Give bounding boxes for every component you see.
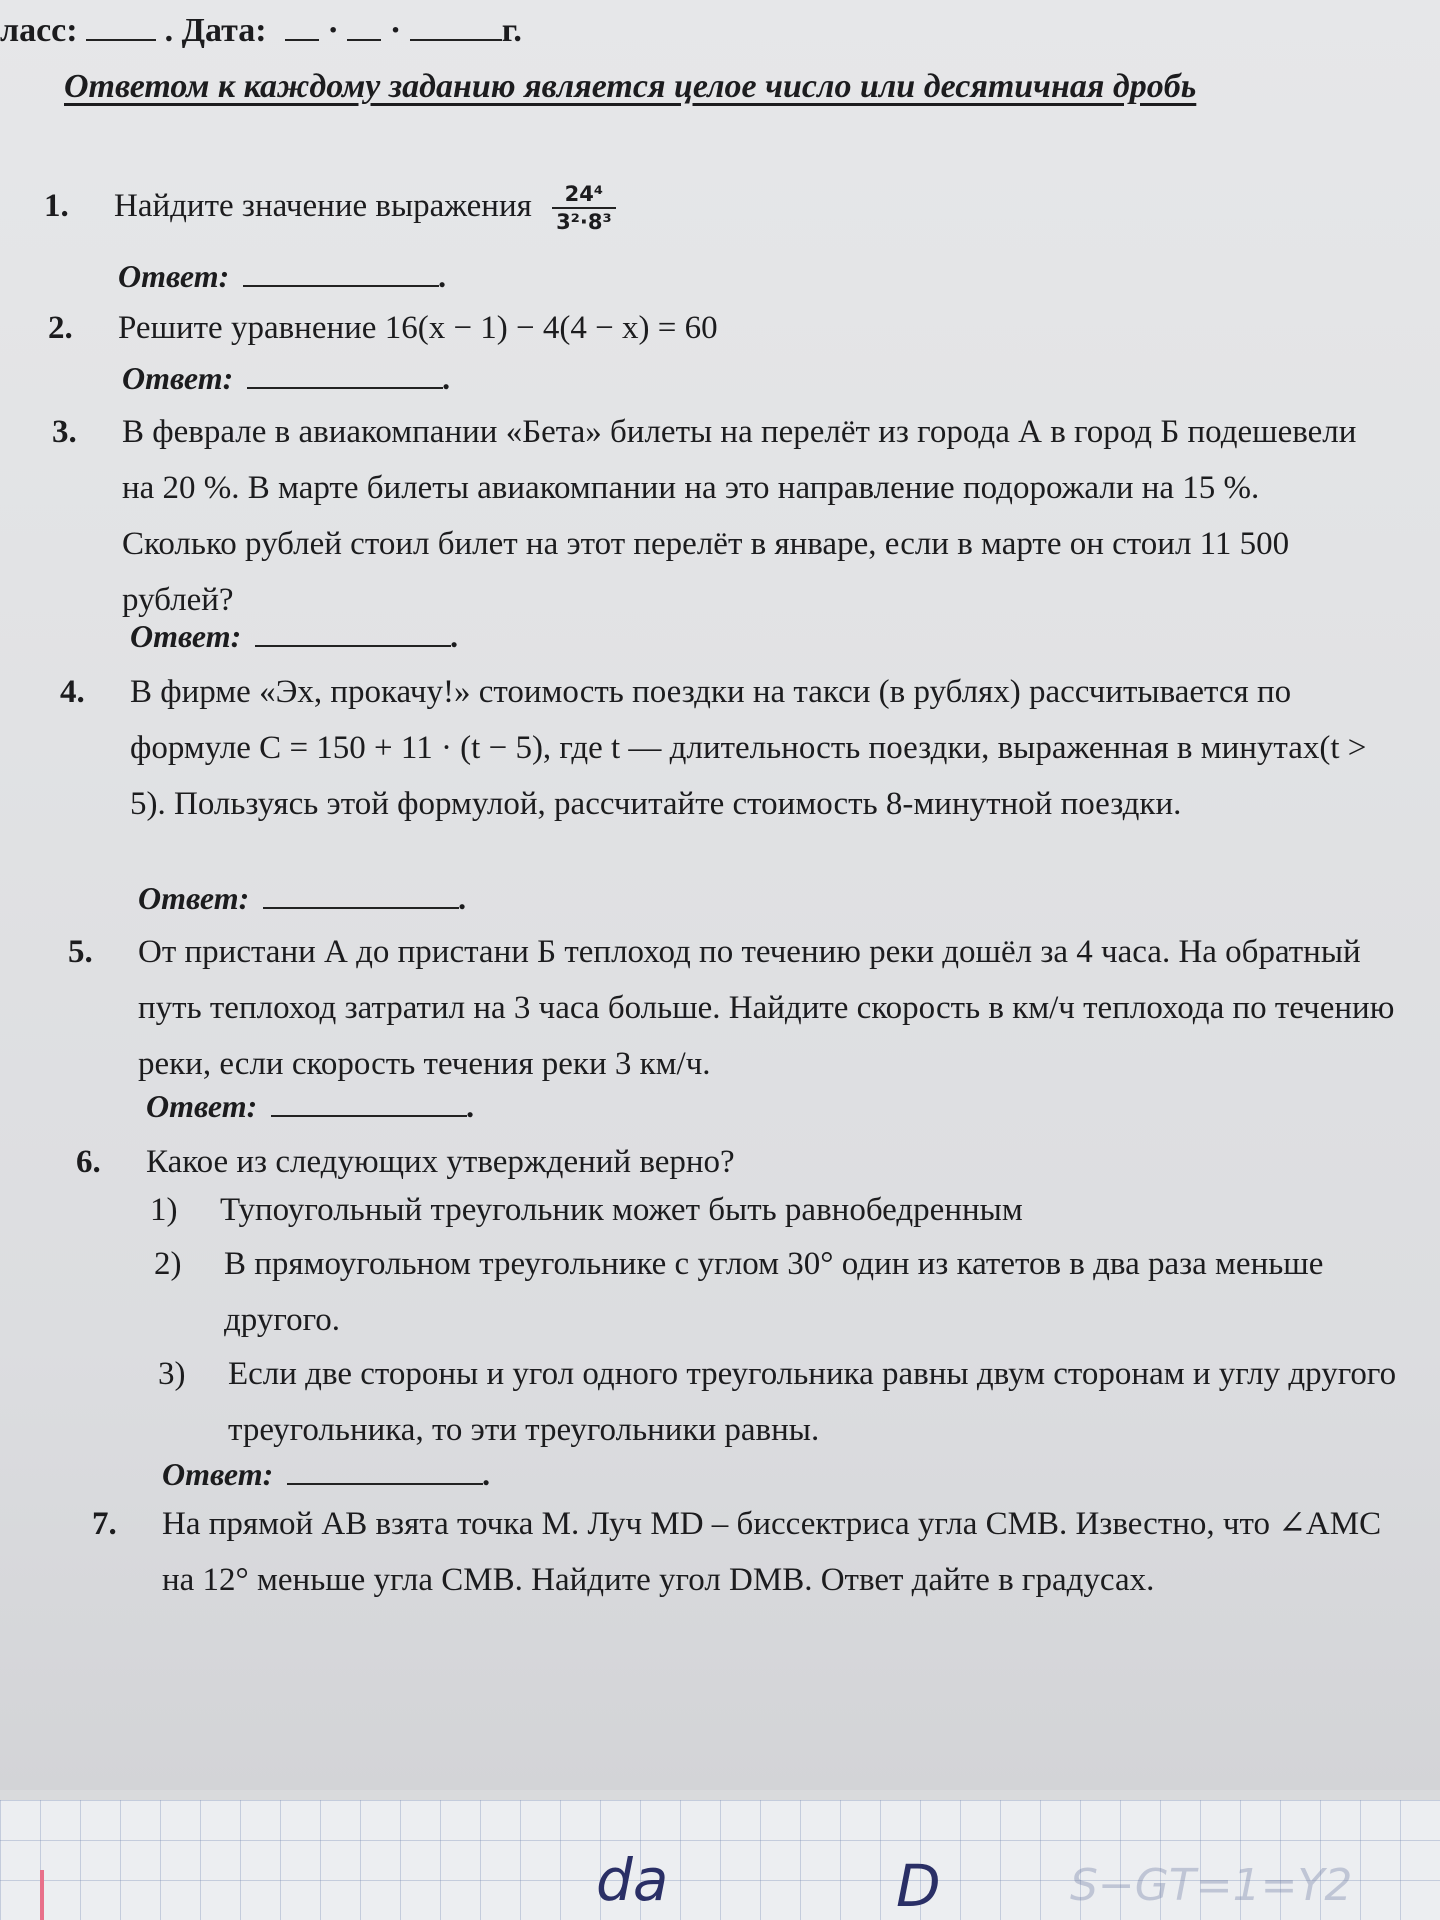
task-1 [44,178,1364,235]
task-number: 6. [76,1144,101,1180]
option-number: 2) [154,1246,182,1282]
option-text: В прямоугольном треугольнике с углом 30° один из катетов в два раза меньше другого. [224,1246,1324,1338]
task-text: В фирме «Эх, прокачу!» стоимость поездки на такси (в рублях) рассчитывается по формуле C = 150 + 11 · (t − 5), где t — длительность поездки, выраженная в минутах(t > 5). Пользуясь этой формулой, рассчитайте стоимость 8-минутной поездки. [130,674,1367,822]
answer-line[interactable] [263,881,459,909]
task-number: 5. [68,934,93,970]
answer-line[interactable] [287,1457,483,1485]
answer-field-3[interactable]: Ответ: . [130,618,460,654]
year-suffix: г. [501,12,522,49]
fraction [552,181,616,235]
task-text: Решите уравнение 16(x − 1) − 4(4 − x) = 60 [118,310,718,346]
month-blank [347,15,381,41]
task-text: Найдите значение выражения [114,188,532,224]
answer-label: Ответ: [118,258,230,294]
year-blank [410,15,502,41]
task-2 [48,300,1368,356]
fraction-numerator: 24⁴ [552,181,616,209]
class-label: ласс: [0,12,78,49]
class-blank [86,15,156,41]
handwriting-2: D [896,1852,941,1920]
task-7 [92,1496,1392,1608]
date-label: . Дата: [164,12,267,49]
answer-line[interactable] [271,1089,467,1117]
answer-line[interactable] [247,361,443,389]
task-number: 1. [44,188,69,224]
task-number: 4. [60,674,85,710]
header: ласс: . Дата: · · г. [0,12,522,49]
task-text: В феврале в авиакомпании «Бета» билеты на перелёт из города А в город Б подешевели на 20 %. В марте билеты авиакомпании на это направление подорожали на 15 %. Сколько рублей стоил билет на этот перелёт в январе, если в марте он стоил 11 500 рублей? [122,414,1357,618]
fraction-denominator: 3²·8³ [556,210,612,235]
answer-label: Ответ: [122,360,234,396]
answer-field-2[interactable]: Ответ: . [122,360,452,396]
task-text: Какое из следующих утверждений верно? [146,1144,735,1180]
handwriting-3: S−GT=1=Y2 [1070,1860,1353,1911]
option-1 [150,1182,1390,1238]
answer-line[interactable] [255,619,451,647]
task-number: 7. [92,1506,117,1542]
task-text: От пристани А до пристани Б теплоход по течению реки дошёл за 4 часа. На обратный путь теплоход затратил на 3 часа больше. Найдите скорость в км/ч теплохода по течению реки, если скорость течения реки 3 км/ч. [138,934,1395,1082]
answer-label: Ответ: [146,1088,258,1124]
answer-label: Ответ: [162,1456,274,1492]
task-number: 3. [52,414,77,450]
day-blank [285,15,319,41]
answer-label: Ответ: [138,880,250,916]
handwriting-1: da [596,1846,669,1914]
option-text: Тупоугольный треугольник может быть равнобедренным [220,1192,1023,1228]
task-5 [68,924,1398,1092]
task-text: На прямой AB взята точка M. Луч MD – биссектриса угла CMB. Известно, что ∠AMC на 12° меньше угла CMB. Найдите угол DMB. Ответ дайте в градусах. [162,1506,1382,1598]
instruction: Ответом к каждому заданию является целое число или десятичная дробь [64,68,1197,105]
answer-field-1[interactable]: Ответ: . [118,258,448,294]
option-number: 3) [158,1356,186,1392]
task-4 [60,664,1380,832]
option-3 [158,1346,1398,1458]
task-3 [52,404,1382,628]
answer-line[interactable] [243,259,439,287]
option-2 [154,1236,1394,1348]
answer-label: Ответ: [130,618,242,654]
option-text: Если две стороны и угол одного треугольника равны двум сторонам и углу другого треугольника, то эти треугольники равны. [228,1356,1397,1448]
answer-field-4[interactable]: Ответ: . [138,880,468,916]
option-number: 1) [150,1192,178,1228]
answer-field-6[interactable]: Ответ: . [162,1456,492,1492]
answer-field-5[interactable]: Ответ: . [146,1088,476,1124]
task-number: 2. [48,310,73,346]
notebook-margin-line [40,1870,44,1920]
